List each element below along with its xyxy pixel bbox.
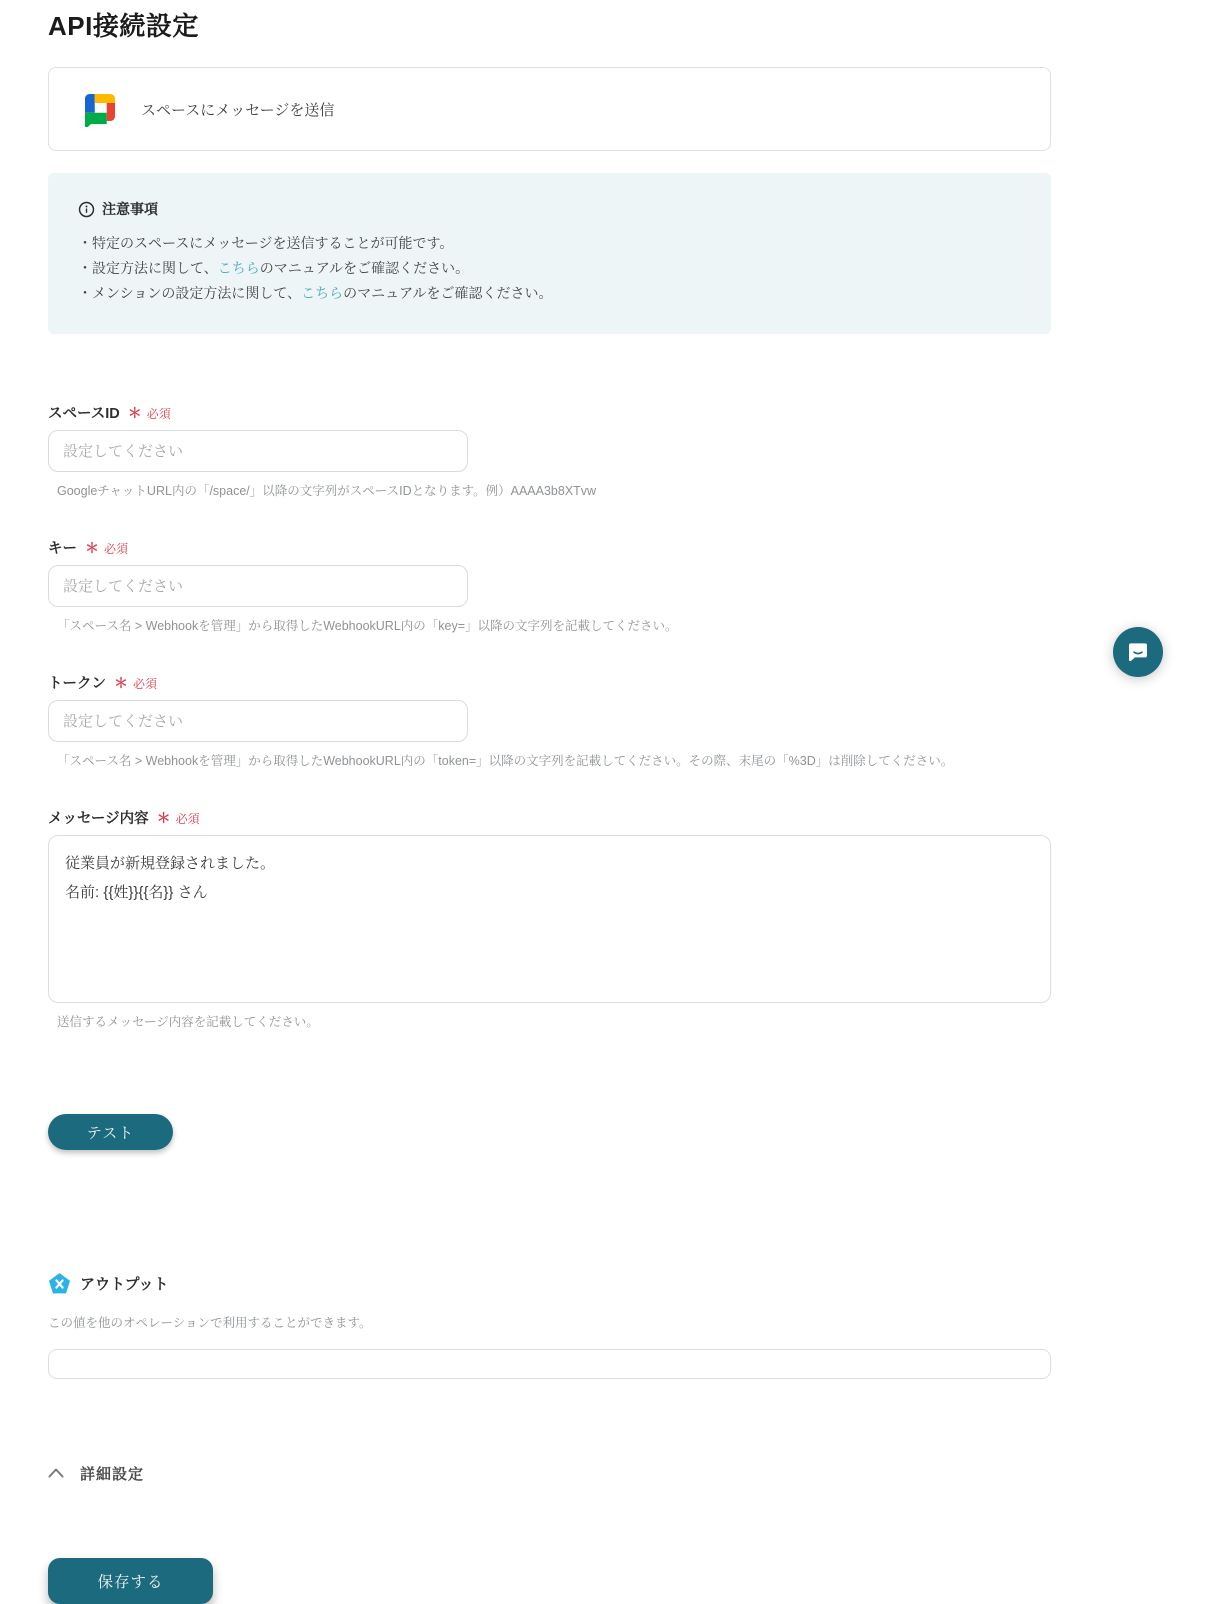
token-label: トークン — [48, 676, 106, 692]
notice-manual-link[interactable]: こちら — [217, 260, 260, 276]
app-card — [48, 67, 1051, 151]
required-label: 必須 — [146, 407, 171, 421]
token-help: 「スペース名 > Webhookを管理」から取得したWebhookURL内の「token=」以降の文字列を記載してください。その際、末尾の「%3D」は削除してください。 — [57, 754, 954, 768]
required-asterisk: ＊ — [85, 540, 99, 556]
notice-item-text: ・メンションの設定方法に関して、 — [78, 285, 302, 301]
key-label: キー — [48, 541, 77, 557]
page-title: API接続設定 — [48, 11, 199, 41]
save-button[interactable]: 保存する — [48, 1558, 213, 1604]
output-variable-icon — [48, 1272, 71, 1295]
required-asterisk: ＊ — [127, 405, 142, 421]
notice-header — [78, 199, 1021, 219]
notice-mention-manual-link[interactable]: こちら — [301, 285, 344, 301]
token-field-group — [48, 672, 1051, 769]
required-label: 必須 — [175, 812, 200, 826]
notice-item-text: のマニュアルをご確認ください。 — [343, 285, 553, 301]
chevron-up-icon — [48, 1468, 64, 1480]
notice-box — [48, 173, 1051, 334]
advanced-settings-toggle[interactable] — [48, 1463, 228, 1484]
notice-item-text: ・設定方法に関して、 — [78, 260, 218, 276]
notice-list — [78, 231, 1021, 306]
token-input[interactable] — [48, 700, 468, 742]
required-asterisk: ＊ — [114, 675, 128, 691]
space-id-field-group — [48, 402, 1051, 499]
key-input[interactable] — [48, 565, 468, 607]
space-id-input[interactable] — [48, 430, 468, 472]
output-help: この値を他のオペレーションで利用することができます。 — [48, 1316, 372, 1330]
test-button[interactable]: テスト — [48, 1114, 173, 1150]
key-help: 「スペース名 > Webhookを管理」から取得したWebhookURL内の「key=」以降の文字列を記載してください。 — [57, 619, 678, 633]
notice-item-text: のマニュアルをご確認ください。 — [259, 260, 470, 276]
chat-bubble-icon — [1125, 639, 1151, 665]
message-textarea[interactable] — [48, 835, 1051, 1003]
chat-support-button[interactable] — [1113, 627, 1163, 677]
key-field-group — [48, 537, 1051, 634]
notice-item — [78, 281, 1021, 306]
notice-item — [78, 231, 1021, 256]
message-label: メッセージ内容 — [48, 811, 149, 827]
message-help: 送信するメッセージ内容を記載してください。 — [57, 1015, 319, 1029]
required-label: 必須 — [104, 542, 129, 556]
advanced-settings-label: 詳細設定 — [80, 1466, 145, 1483]
output-value-input[interactable] — [48, 1349, 1051, 1379]
space-id-label: スペースID — [48, 406, 120, 422]
required-asterisk: ＊ — [156, 810, 171, 826]
app-card-label: スペースにメッセージを送信 — [141, 101, 335, 119]
output-label: アウトプット — [80, 1276, 169, 1293]
output-section — [48, 1272, 1051, 1379]
notice-item-text: ・特定のスペースにメッセージを送信することが可能です。 — [78, 235, 454, 251]
notice-item — [78, 256, 1021, 281]
required-label: 必須 — [133, 677, 158, 691]
google-chat-icon — [81, 91, 119, 127]
info-icon — [78, 201, 95, 218]
space-id-help: GoogleチャットURL内の「/space/」以降の文字列がスペースIDとなります。例）AAAA3b8XTvw — [57, 484, 597, 498]
notice-title: 注意事項 — [102, 201, 158, 217]
message-field-group — [48, 807, 1051, 1030]
